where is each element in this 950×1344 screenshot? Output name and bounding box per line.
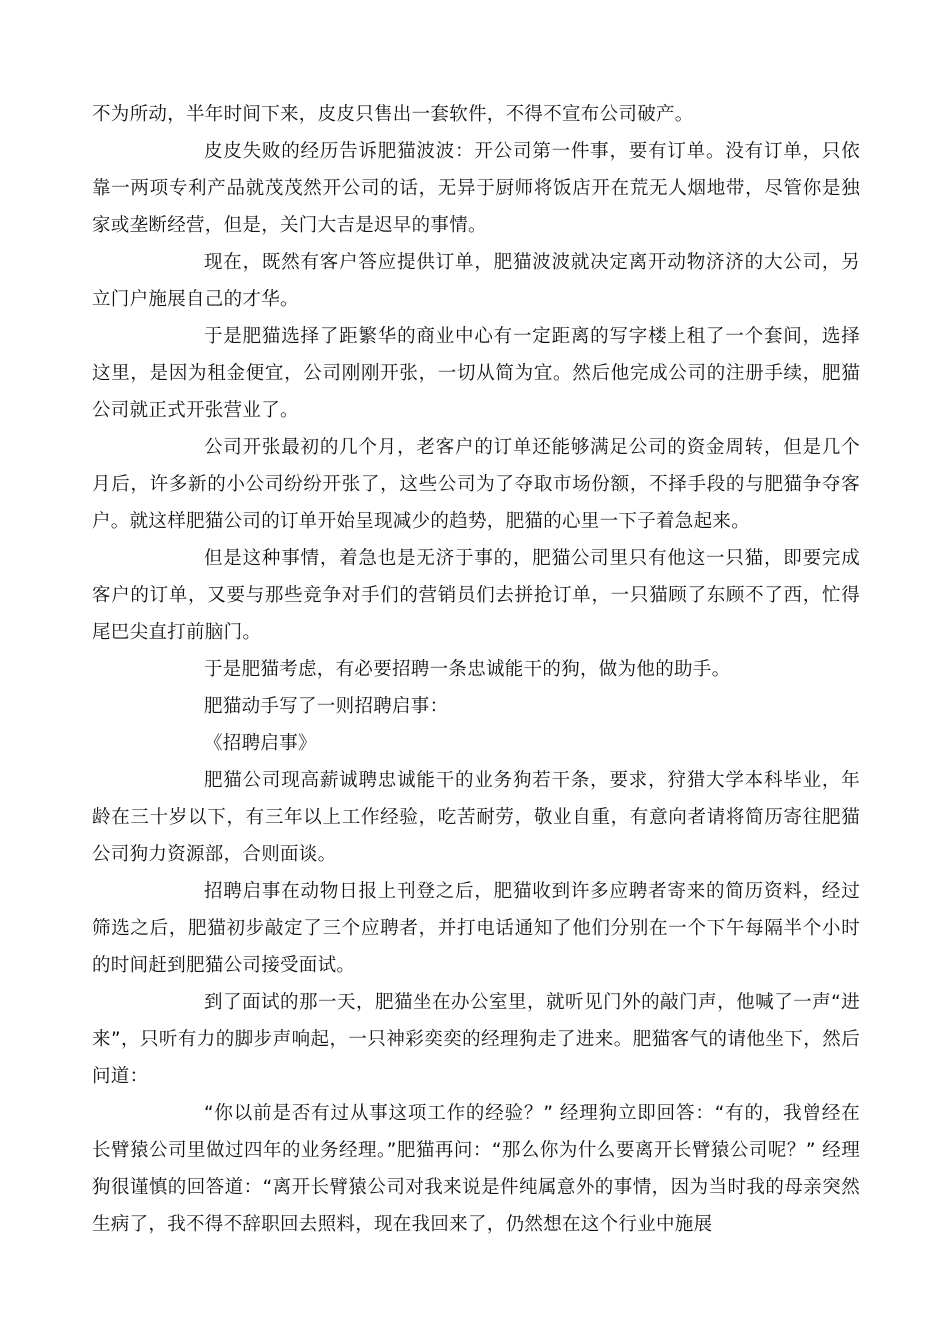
- paragraph-4: 于是肥猫选择了距繁华的商业中心有一定距离的写字楼上租了一个套间，选择这里，是因为租金便宜，公司刚刚开张，一切从简为宜。然后他完成公司的注册手续，肥猫公司就正式开张营业了。: [92, 326, 860, 421]
- paragraph-12: 到了面试的那一天，肥猫坐在办公室里，就听见门外的敲门声，他喊了一声“进来”，只听有力的脚步声响起，一只神彩奕奕的经理狗走了进来。肥猫客气的请他坐下，然后问道：: [92, 992, 860, 1087]
- paragraph-3: 现在，既然有客户答应提供订单，肥猫波波就决定离开动物济济的大公司，另立门户施展自己的才华。: [92, 252, 860, 310]
- paragraph-5: 公司开张最初的几个月，老客户的订单还能够满足公司的资金周转，但是几个月后，许多新的小公司纷纷开张了，这些公司为了夺取市场份额，不择手段的与肥猫争夺客户。就这样肥猫公司的订单开始呈现减少的趋势，肥猫的心里一下子着急起来。: [92, 437, 860, 532]
- paragraph-11: 招聘启事在动物日报上刊登之后，肥猫收到许多应聘者寄来的简历资料，经过筛选之后，肥猫初步敲定了三个应聘者，并打电话通知了他们分别在一个下午每隔半个小时的时间赶到肥猫公司接受面试。: [92, 881, 860, 976]
- paragraph-13: “你以前是否有过从事这项工作的经验？” 经理狗立即回答：“有的，我曾经在长臂猿公司里做过四年的业务经理。”肥猫再问：“那么你为什么要离开长臂猿公司呢？” 经理狗很谨慎的回答道：“离开长臂猿公司对我来说是件纯属意外的事情，因为当时我的母亲突然生病了，我不得不辞职回去照料，现在我回来了，仍然想在这个行业中施展: [92, 1103, 860, 1235]
- paragraph-8: 肥猫动手写了一则招聘启事：: [204, 696, 449, 717]
- paragraph-6: 但是这种事情，着急也是无济于事的，肥猫公司里只有他这一只猫，即要完成客户的订单，又要与那些竞争对手们的营销员们去拼抢订单，一只猫顾了东顾不了西，忙得尾巴尖直打前脑门。: [92, 548, 860, 643]
- notice-body: 肥猫公司现高薪诚聘忠诚能干的业务狗若干条，要求，狩猎大学本科毕业，年龄在三十岁以下，有三年以上工作经验，吃苦耐劳，敬业自重，有意向者请将简历寄往肥猫公司狗力资源部，合则面谈。: [92, 770, 860, 865]
- paragraph-7: 于是肥猫考虑，有必要招聘一条忠诚能干的狗，做为他的助手。: [204, 659, 731, 680]
- document-page: [92, 96, 860, 1243]
- paragraph-1: 不为所动，半年时间下来，皮皮只售出一套软件，不得不宣布公司破产。: [92, 104, 694, 125]
- paragraph-2: 皮皮失败的经历告诉肥猫波波：开公司第一件事，要有订单。没有订单，只依靠一两项专利产品就茂茂然开公司的话，无异于厨师将饭店开在荒无人烟地带，尽管你是独家或垄断经营，但是，关门大吉是迟早的事情。: [92, 141, 860, 236]
- notice-title: 《招聘启事》: [204, 733, 317, 754]
